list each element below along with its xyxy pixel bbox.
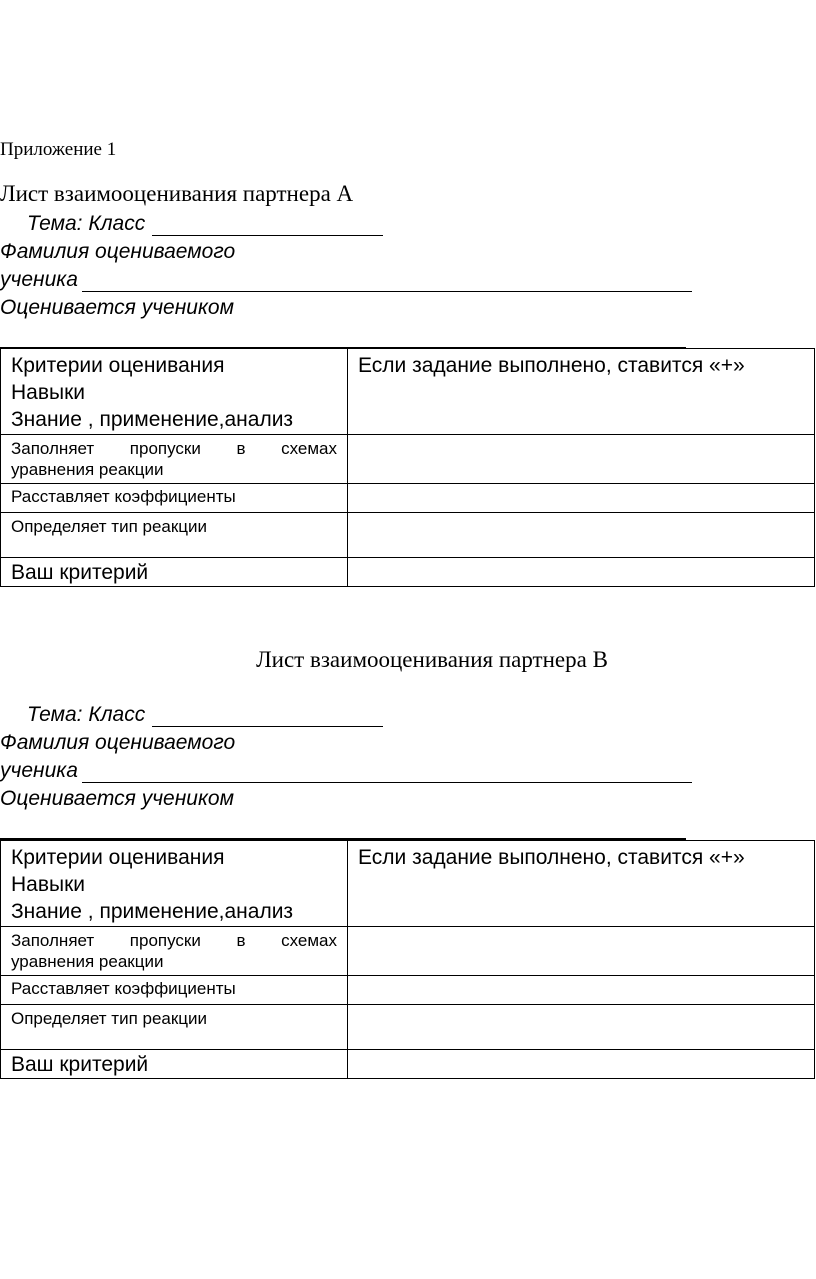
criterion-cell-coefficients: Расставляет коэффициенты xyxy=(1,484,348,513)
table-row xyxy=(1,927,815,976)
table-row xyxy=(1,435,815,484)
criteria-header-line-2: Навыки xyxy=(11,873,86,896)
word: пропуски xyxy=(129,439,201,458)
table-row xyxy=(1,1005,815,1050)
sheet-a-topic-line xyxy=(152,235,383,236)
criterion-cell-fill-gaps xyxy=(1,435,348,484)
sheet-b-topic-label: Тема: Класс xyxy=(27,703,146,726)
table-header-row xyxy=(1,349,815,435)
result-cell[interactable] xyxy=(348,435,815,484)
criterion-cell-coefficients: Расставляет коэффициенты xyxy=(1,976,348,1005)
table-row xyxy=(1,1050,815,1079)
criteria-header-cell xyxy=(1,841,348,927)
result-cell[interactable] xyxy=(348,558,815,587)
criterion-cell-own: Ваш критерий xyxy=(1,558,348,587)
result-cell[interactable] xyxy=(348,1005,815,1050)
result-header-text: Если задание выполнено, ставится «+» xyxy=(358,354,745,377)
criterion-cell-reaction-type: Определяет тип реакции xyxy=(1,513,348,558)
sheet-b-student-label: ученика xyxy=(0,759,78,782)
sheet-b-evaluated-by: Оценивается учеником xyxy=(0,787,234,810)
word: в xyxy=(236,931,246,950)
sheet-b-title: Лист взаимооценивания партнера В xyxy=(256,647,608,672)
criterion-fill-gaps-line-1 xyxy=(11,930,347,951)
table-row xyxy=(1,484,815,513)
sheet-a-title: Лист взаимооценивания партнера А xyxy=(0,181,354,206)
sheet-b-surname-line xyxy=(82,782,692,783)
sheet-a-surname-label: Фамилия оцениваемого xyxy=(0,240,236,263)
result-header-cell xyxy=(348,841,815,927)
word: пропуски xyxy=(129,931,201,950)
result-cell[interactable] xyxy=(348,513,815,558)
criteria-header-line-3: Знание , применение,анализ xyxy=(11,900,294,923)
result-header-text: Если задание выполнено, ставится «+» xyxy=(358,846,745,869)
word: Заполняет xyxy=(11,439,95,458)
word: схемах xyxy=(281,931,337,950)
criterion-cell-fill-gaps xyxy=(1,927,348,976)
criteria-header-line-1: Критерии оценивания xyxy=(11,846,225,869)
table-row xyxy=(1,558,815,587)
sheet-b-surname-label: Фамилия оцениваемого xyxy=(0,731,236,754)
result-cell[interactable] xyxy=(348,927,815,976)
table-header-row xyxy=(1,841,815,927)
sheet-a-criteria-table xyxy=(0,348,815,587)
criterion-cell-reaction-type: Определяет тип реакции xyxy=(1,1005,348,1050)
criteria-header-cell xyxy=(1,349,348,435)
word: в xyxy=(236,439,246,458)
result-cell[interactable] xyxy=(348,976,815,1005)
table-row xyxy=(1,976,815,1005)
criterion-fill-gaps-line-2: уравнения реакции xyxy=(11,952,164,971)
sheet-a-evaluated-by: Оценивается учеником xyxy=(0,296,234,319)
result-cell[interactable] xyxy=(348,1050,815,1079)
sheet-b-topic-line xyxy=(152,726,383,727)
criterion-fill-gaps-line-1 xyxy=(11,438,347,459)
sheet-b-criteria-table xyxy=(0,840,815,1079)
criteria-header-line-3: Знание , применение,анализ xyxy=(11,408,294,431)
sheet-a-student-label: ученика xyxy=(0,268,78,291)
criterion-fill-gaps-line-2: уравнения реакции xyxy=(11,460,164,479)
criteria-header-line-1: Критерии оценивания xyxy=(11,354,225,377)
result-header-cell xyxy=(348,349,815,435)
word: Заполняет xyxy=(11,931,95,950)
appendix-label: Приложение 1 xyxy=(0,139,117,160)
result-cell[interactable] xyxy=(348,484,815,513)
criterion-cell-own: Ваш критерий xyxy=(1,1050,348,1079)
sheet-a-surname-line xyxy=(82,291,692,292)
word: схемах xyxy=(281,439,337,458)
criteria-header-line-2: Навыки xyxy=(11,381,86,404)
sheet-a-topic-label: Тема: Класс xyxy=(27,212,146,235)
table-row xyxy=(1,513,815,558)
